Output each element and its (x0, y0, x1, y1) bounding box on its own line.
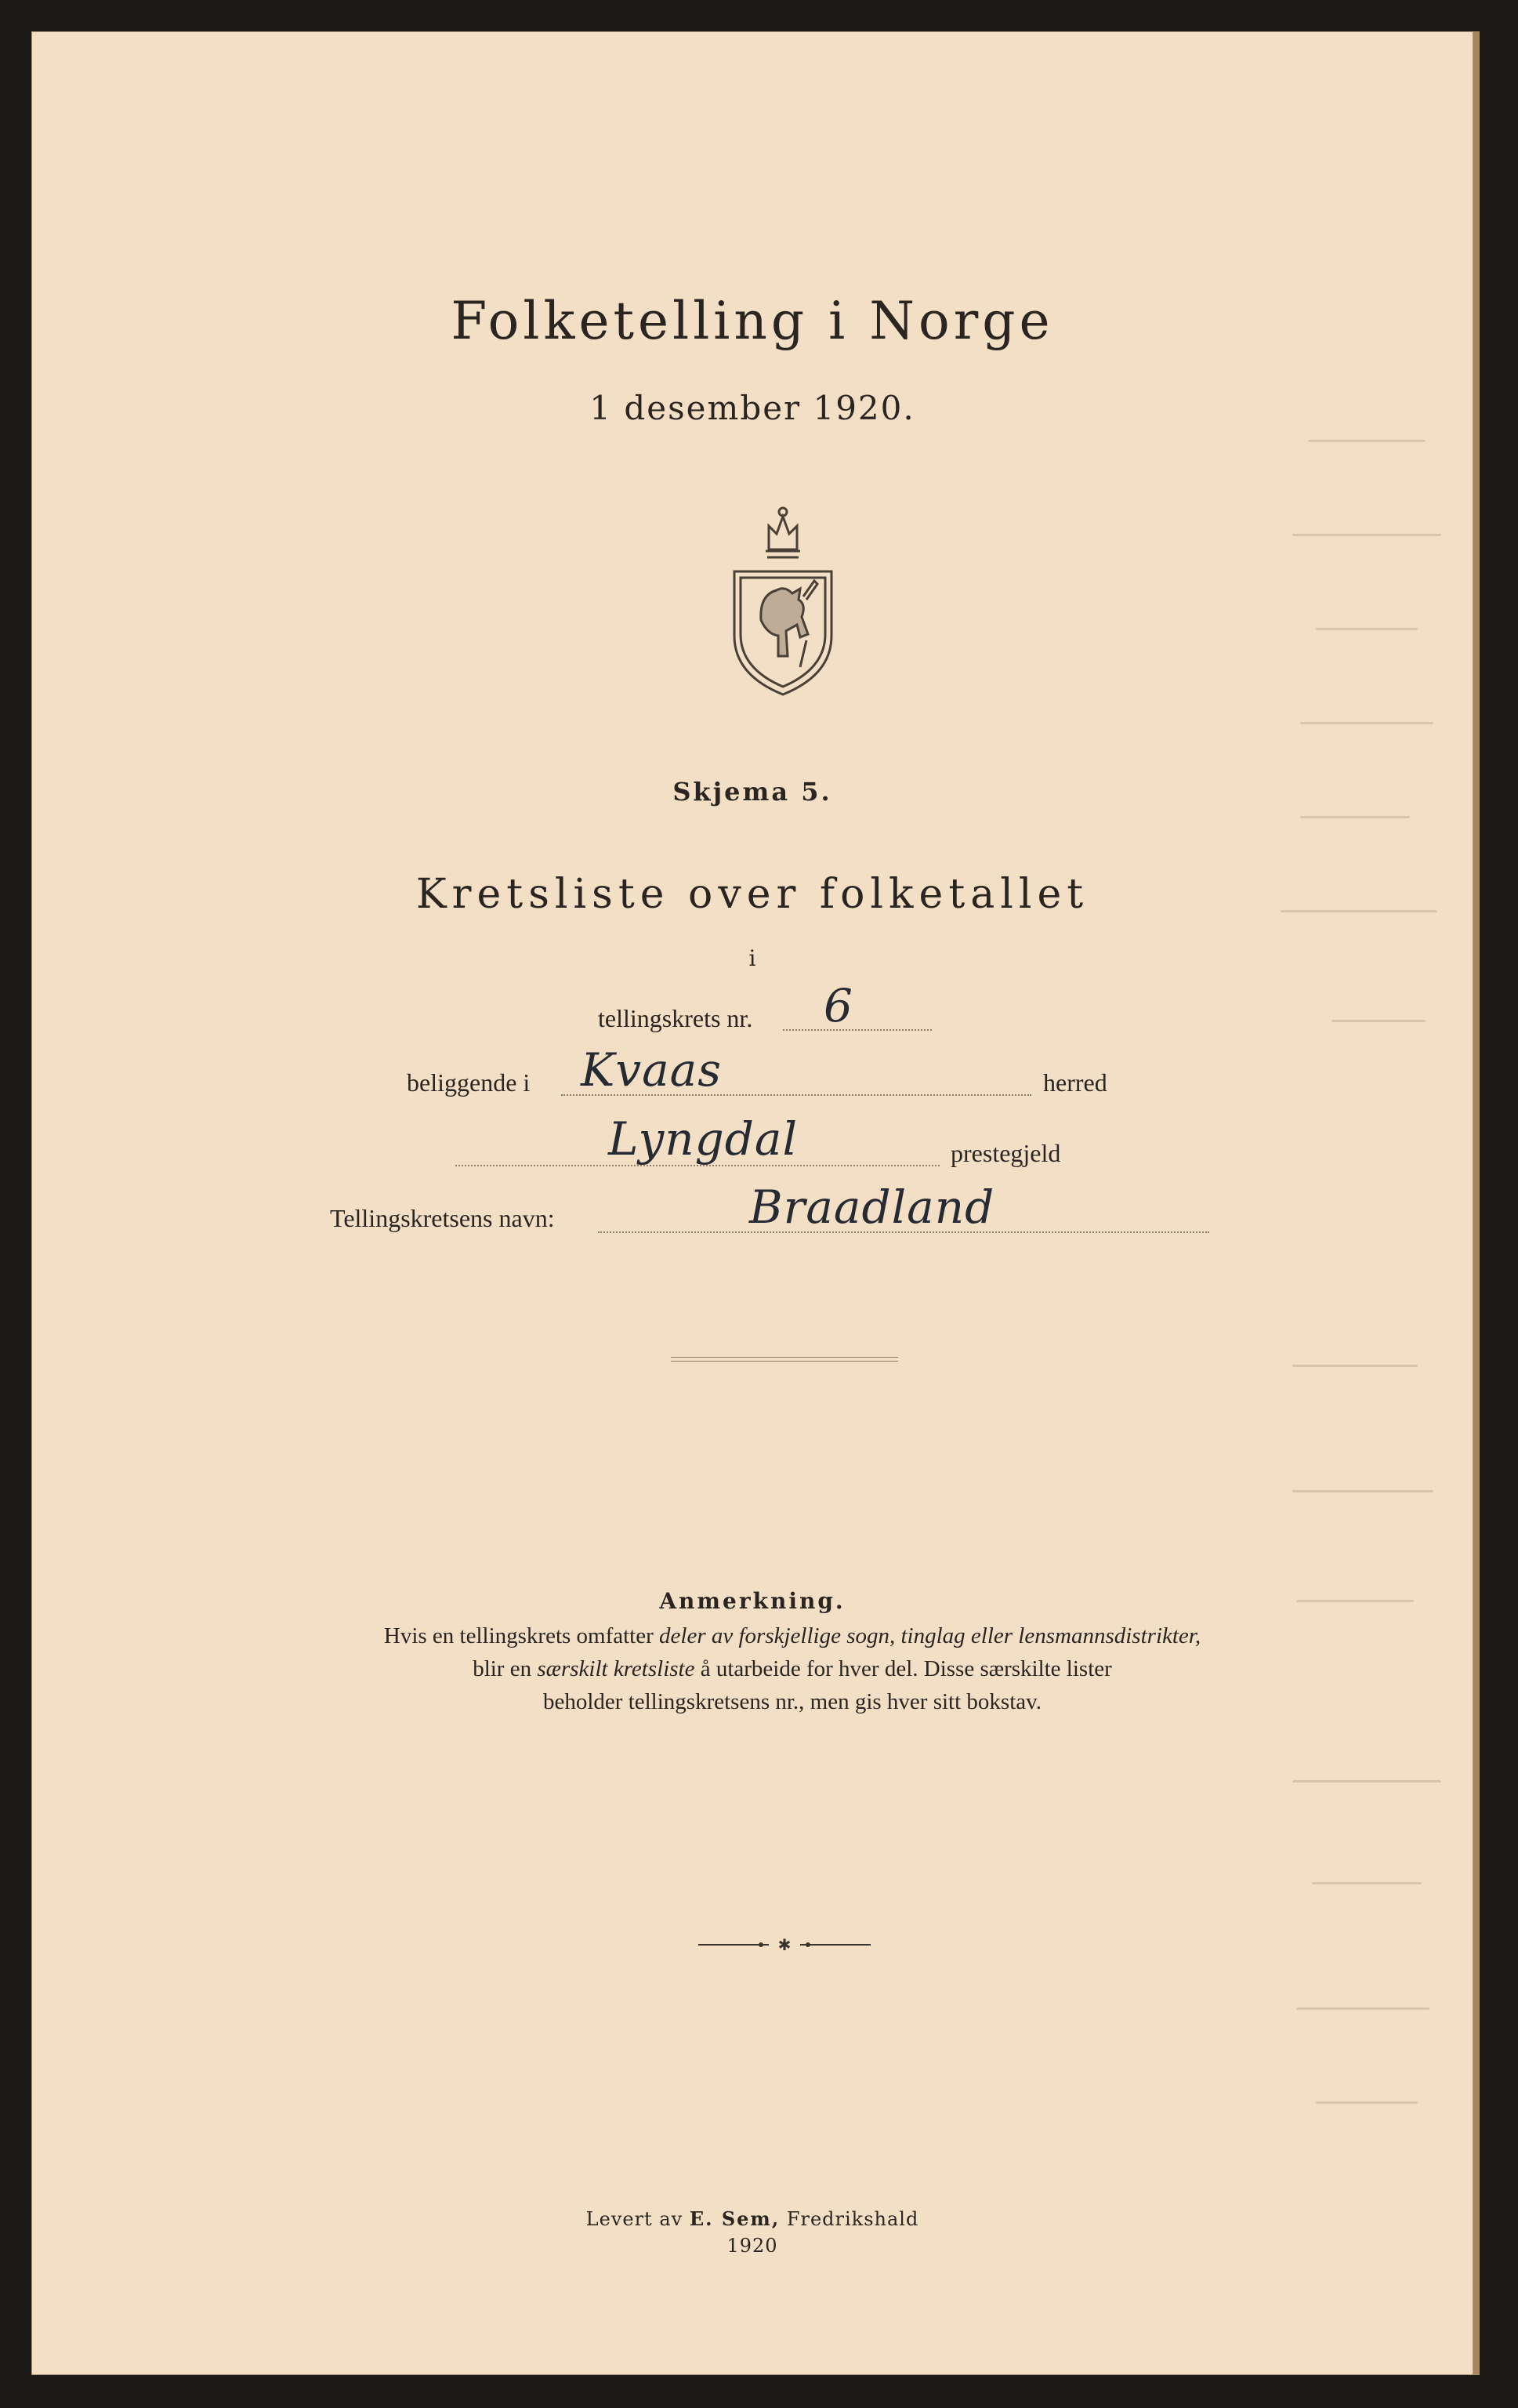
bleed-through-text (1237, 32, 1473, 2305)
census-form-sheet (31, 31, 1473, 2375)
tellingskrets-label: tellingskrets nr. (598, 1004, 753, 1032)
page-edge (1473, 31, 1480, 2375)
preposition-i: i (748, 945, 756, 971)
tellingskrets-handwritten-value: 6 (824, 979, 853, 1032)
beliggende-label: beliggende i (407, 1068, 531, 1097)
remark-line-1: Hvis en tellingskrets omfatter deler av forskjellige sogn, tinglag eller lensmannsdistrikter, (383, 1623, 1201, 1648)
printer-credit: Levert av E. Sem, Fredrikshald (585, 2207, 919, 2230)
remark-line-2: blir en særskilt kretsliste å utarbeide for hver del. Disse særskilte lister (473, 1656, 1112, 1681)
herred-label: herred (1043, 1068, 1107, 1097)
document-title: Folketelling i Norge (451, 291, 1054, 351)
krets-name-label: Tellingskretsens navn: (330, 1204, 555, 1232)
section-divider (671, 1357, 898, 1362)
remark-line-3: beholder tellingskretsens nr., men gis hver sitt bokstav. (542, 1689, 1042, 1714)
schema-number: Skjema 5. (672, 777, 832, 807)
prestegjeld-label: prestegjeld (951, 1139, 1061, 1167)
herred-handwritten-value: Kvaas (581, 1043, 723, 1097)
form-heading: Kretsliste over folketallet (415, 871, 1089, 918)
norwegian-coat-of-arms-icon (728, 502, 838, 698)
census-date: 1 desember 1920. (589, 389, 915, 427)
remark-text (267, 1619, 1317, 1718)
krets-name-handwritten-value: Braadland (749, 1180, 995, 1234)
prestegjeld-handwritten-value: Lyngdal (608, 1112, 799, 1166)
svg-text:✱: ✱ (777, 1937, 792, 1953)
printer-year: 1920 (726, 2235, 778, 2257)
ornament-flourish-icon (698, 1937, 871, 1953)
remark-title: Anmerkning. (659, 1588, 846, 1614)
tellingskrets-dotted-line (783, 1029, 932, 1031)
